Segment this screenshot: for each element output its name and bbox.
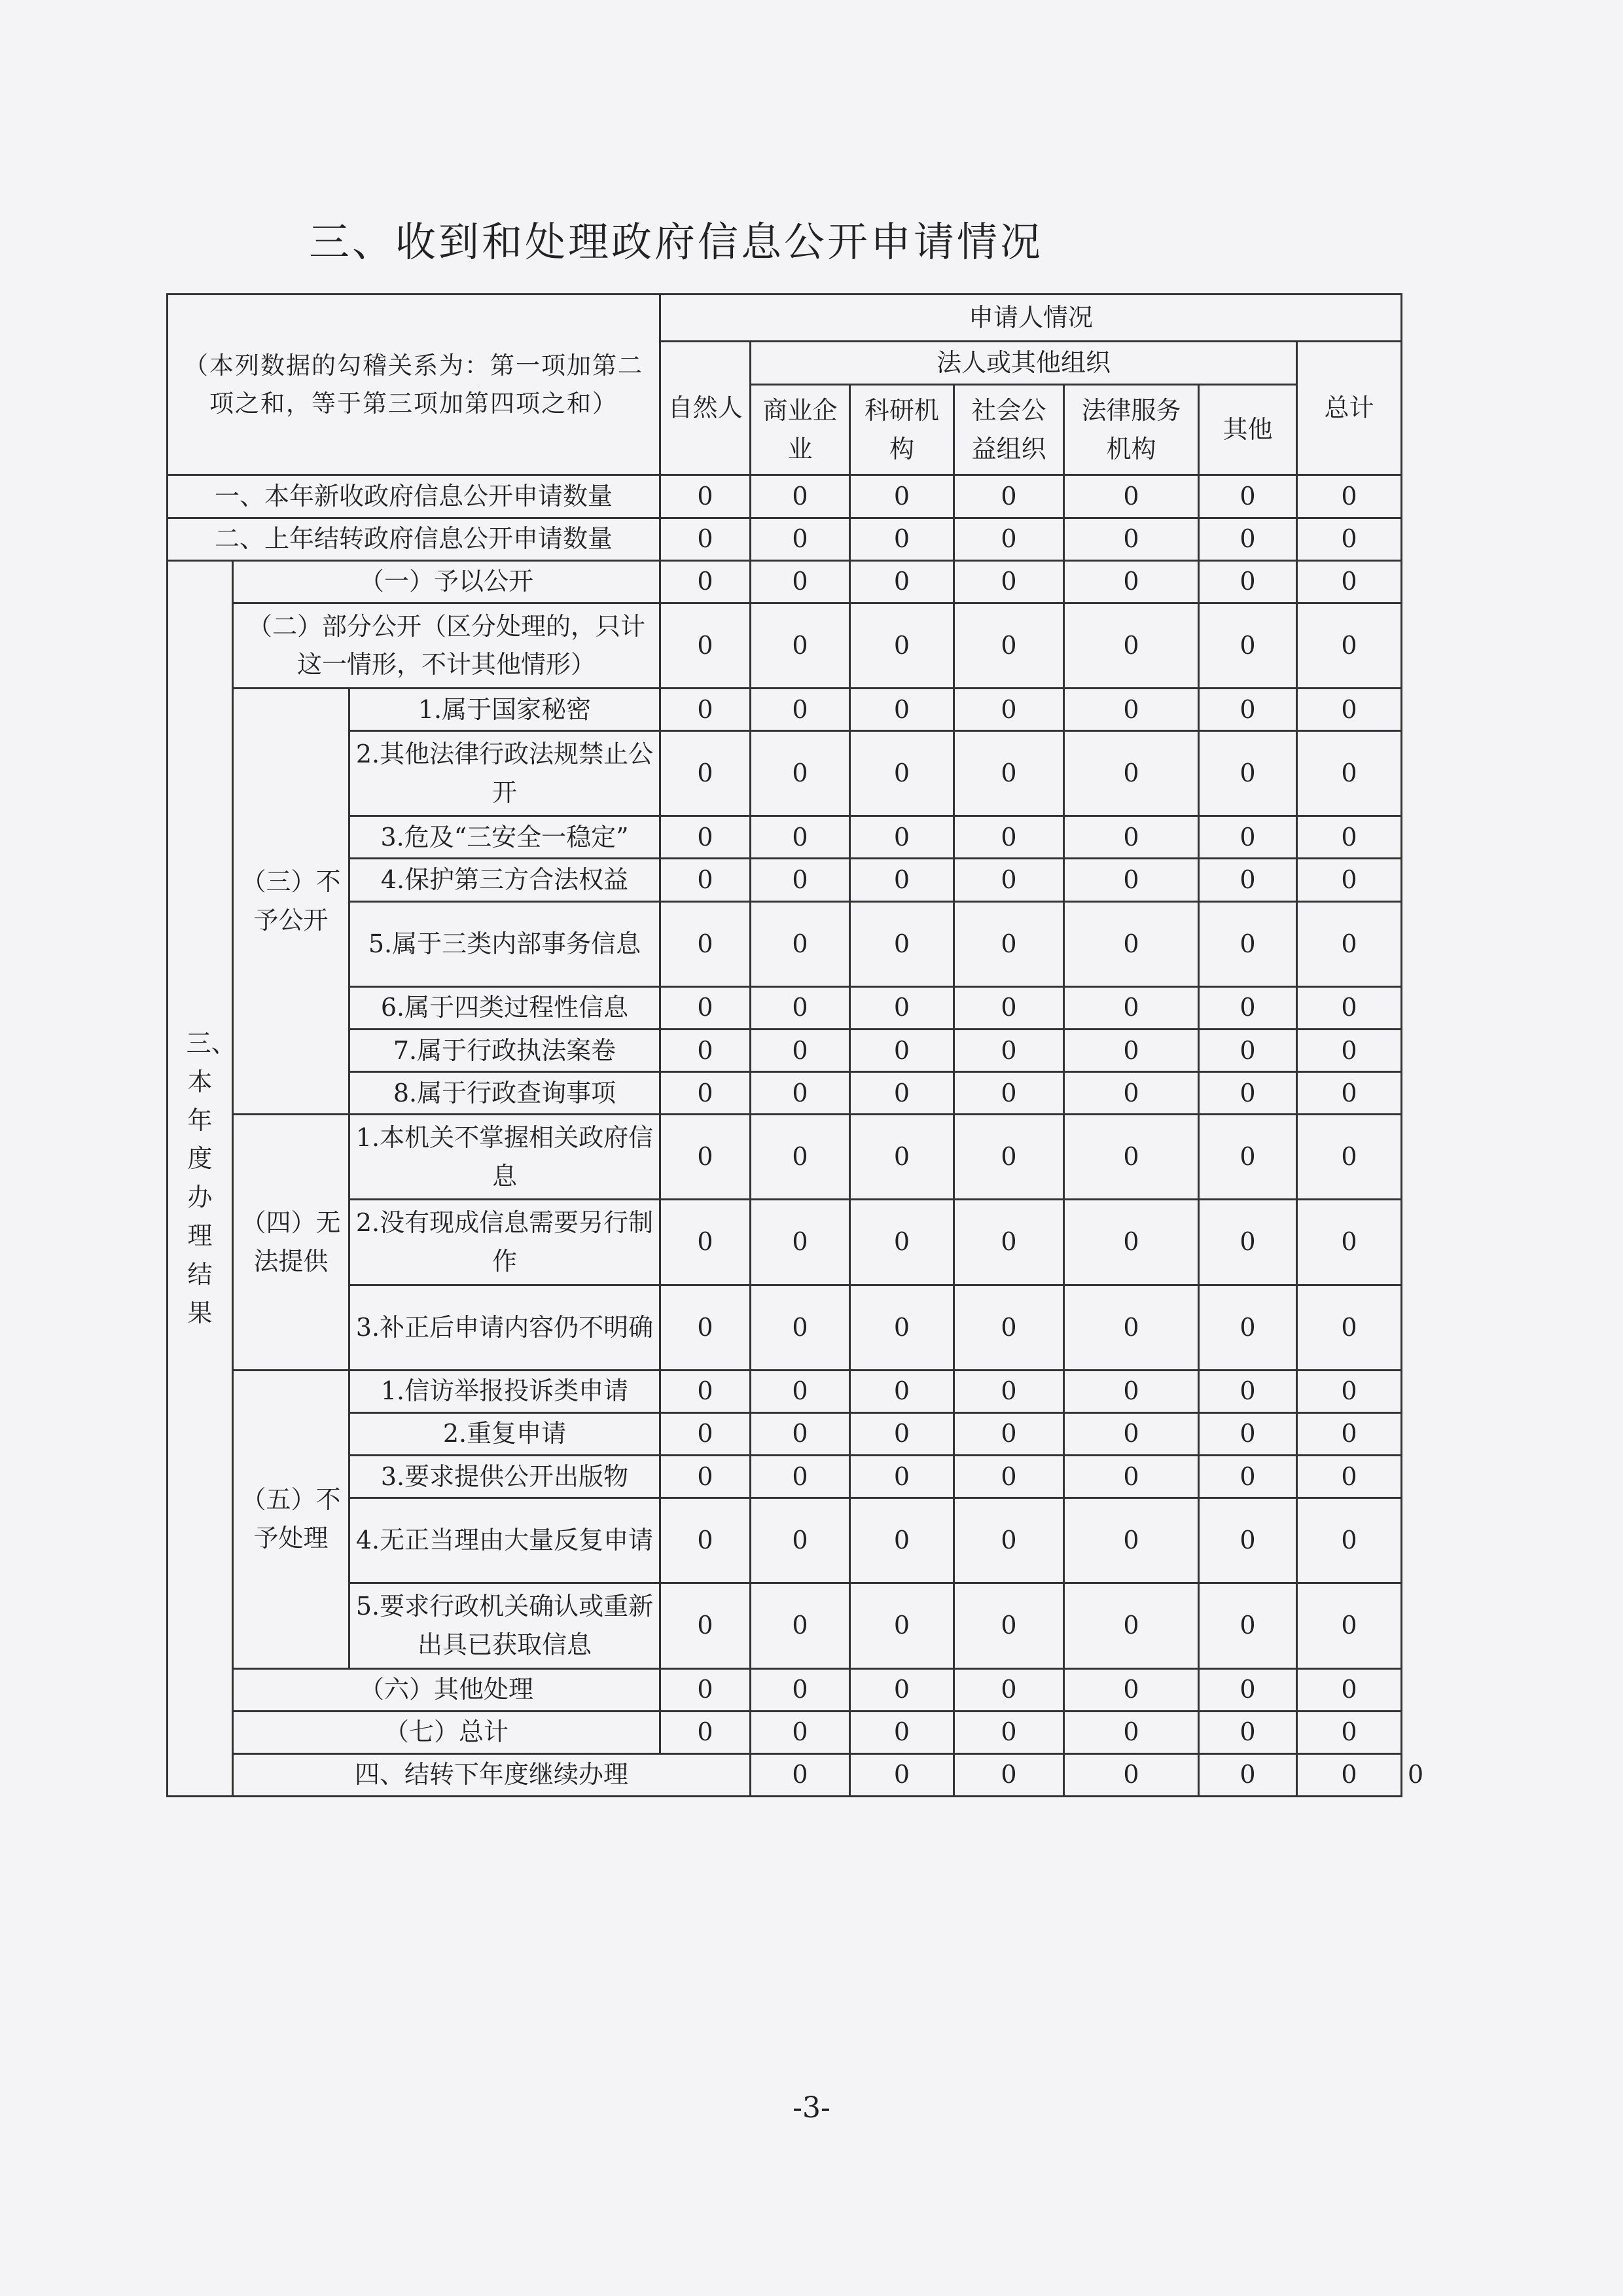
research-value: 0 (850, 1583, 954, 1668)
table-row (168, 1115, 1402, 1200)
other-value: 0 (1199, 1412, 1297, 1455)
natural-person-value: 0 (660, 1115, 751, 1200)
research-value: 0 (850, 560, 954, 603)
row-label: （二）部分公开（区分处理的，只计这一情形，不计其他情形） (233, 603, 660, 688)
commercial-value: 0 (850, 1753, 954, 1796)
total-value: 0 (1297, 560, 1402, 603)
commercial-value: 0 (751, 1285, 850, 1370)
other-value: 0 (1199, 816, 1297, 859)
public-welfare-value: 0 (1064, 1753, 1199, 1796)
table-row (168, 731, 1402, 816)
public-welfare-value: 0 (954, 901, 1064, 986)
row-label: 2.重复申请 (349, 1412, 660, 1455)
legal-service-value: 0 (1064, 1668, 1199, 1711)
natural-person-value: 0 (660, 816, 751, 859)
public-welfare-value: 0 (954, 1583, 1064, 1668)
commercial-value: 0 (751, 859, 850, 901)
table-row (168, 1583, 1402, 1668)
total-value: 0 (1297, 731, 1402, 816)
legal-service-value: 0 (1064, 901, 1199, 986)
legal-person-group-header: 法人或其他组织 (751, 342, 1297, 385)
row-label: （六）其他处理 (233, 1668, 660, 1711)
row-label: （七）总计 (233, 1711, 660, 1753)
other-value: 0 (1199, 1029, 1297, 1071)
natural-person-value: 0 (660, 475, 751, 518)
table-row (168, 816, 1402, 859)
research-value: 0 (850, 689, 954, 731)
row-label: 6.属于四类过程性信息 (349, 986, 660, 1029)
total-value: 0 (1297, 901, 1402, 986)
table-row (168, 689, 1402, 731)
other-value: 0 (1199, 1072, 1297, 1115)
disclosure-statistics-table (166, 293, 1424, 1797)
natural-person-value: 0 (660, 731, 751, 816)
total-value: 0 (1297, 986, 1402, 1029)
applicant-situation-header: 申请人情况 (660, 295, 1402, 342)
commercial-value: 0 (751, 1711, 850, 1753)
table-row (168, 1412, 1402, 1455)
legal-service-value: 0 (1064, 1072, 1199, 1115)
table-row (168, 1668, 1402, 1711)
other-value: 0 (1199, 1370, 1297, 1412)
table-row (168, 1370, 1402, 1412)
legal-service-value: 0 (1064, 1370, 1199, 1412)
commercial-value: 0 (751, 986, 850, 1029)
legal-service-value: 0 (1064, 1200, 1199, 1285)
total-value: 0 (1297, 1498, 1402, 1583)
row-label: 2.其他法律行政法规禁止公开 (349, 731, 660, 816)
public-welfare-value: 0 (954, 603, 1064, 688)
research-value: 0 (850, 1455, 954, 1498)
natural-person-value: 0 (660, 1370, 751, 1412)
total-value: 0 (1297, 1029, 1402, 1071)
natural-person-value: 0 (660, 603, 751, 688)
table-row: 四、结转下年度继续办理 0 0 0 0 0 0 0 (168, 1753, 1402, 1796)
section-3-label: 三、本年度办理结果 (168, 560, 233, 1796)
row-label: 4.保护第三方合法权益 (349, 859, 660, 901)
legal-service-value: 0 (1064, 816, 1199, 859)
total-value: 0 (1297, 816, 1402, 859)
commercial-value: 0 (751, 1498, 850, 1583)
research-value: 0 (850, 901, 954, 986)
commercial-value: 0 (751, 1200, 850, 1285)
row-label: 1.属于国家秘密 (349, 689, 660, 731)
row-label: 3.要求提供公开出版物 (349, 1455, 660, 1498)
other-value: 0 (1199, 603, 1297, 688)
other-value: 0 (1199, 1583, 1297, 1668)
table-row (168, 859, 1402, 901)
total-value: 0 (1297, 475, 1402, 518)
legal-service-value: 0 (1064, 1285, 1199, 1370)
natural-person-value: 0 (660, 560, 751, 603)
natural-person-value: 0 (660, 518, 751, 560)
research-value: 0 (850, 603, 954, 688)
commercial-value: 0 (751, 731, 850, 816)
research-value: 0 (850, 1711, 954, 1753)
legal-service-value: 0 (1064, 859, 1199, 901)
other-value: 0 (1199, 1498, 1297, 1583)
public-welfare-value: 0 (954, 1115, 1064, 1200)
natural-person-value: 0 (660, 1668, 751, 1711)
commercial-value: 0 (751, 560, 850, 603)
public-welfare-value: 0 (954, 1072, 1064, 1115)
public-welfare-value: 0 (954, 1200, 1064, 1285)
total-value: 0 (1297, 1115, 1402, 1200)
legal-service-value: 0 (1064, 1455, 1199, 1498)
commercial-value: 0 (751, 1583, 850, 1668)
public-welfare-value: 0 (954, 859, 1064, 901)
other-value: 0 (1199, 560, 1297, 603)
natural-person-value: 0 (660, 1498, 751, 1583)
group-5-label: （五）不予处理 (233, 1370, 349, 1668)
table-row (168, 518, 1402, 560)
commercial-value: 0 (751, 1115, 850, 1200)
commercial-value: 0 (751, 1668, 850, 1711)
legal-service-value: 0 (1064, 1583, 1199, 1668)
commercial-value: 0 (751, 518, 850, 560)
total-value: 0 (1297, 1711, 1402, 1753)
legal-service-value: 0 (1064, 1498, 1199, 1583)
natural-person-value: 0 (660, 1029, 751, 1071)
public-welfare-value: 0 (954, 816, 1064, 859)
total-value: 0 (1297, 1285, 1402, 1370)
row-label: 5.要求行政机关确认或重新出具已获取信息 (349, 1583, 660, 1668)
row-label: 2.没有现成信息需要另行制作 (349, 1200, 660, 1285)
other-value: 0 (1199, 1455, 1297, 1498)
public-welfare-value: 0 (954, 689, 1064, 731)
natural-person-value: 0 (660, 1072, 751, 1115)
commercial-value: 0 (751, 475, 850, 518)
public-welfare-value: 0 (954, 1370, 1064, 1412)
public-welfare-value: 0 (954, 475, 1064, 518)
natural-person-value: 0 (660, 986, 751, 1029)
natural-person-value: 0 (660, 859, 751, 901)
table-row (168, 986, 1402, 1029)
commercial-value: 0 (751, 1029, 850, 1071)
legal-service-value: 0 (1064, 518, 1199, 560)
natural-person-value: 0 (660, 1285, 751, 1370)
table-row (168, 560, 1402, 603)
total-value: 0 (1297, 1455, 1402, 1498)
table-row (168, 1711, 1402, 1753)
research-value: 0 (850, 731, 954, 816)
commercial-value: 0 (751, 1072, 850, 1115)
row-label: 8.属于行政查询事项 (349, 1072, 660, 1115)
total-value: 0 (1297, 1370, 1402, 1412)
public-welfare-value: 0 (954, 1455, 1064, 1498)
row-label: 5.属于三类内部事务信息 (349, 901, 660, 986)
research-value: 0 (850, 1498, 954, 1583)
row-label: 四、结转下年度继续办理 (233, 1753, 751, 1796)
research-value: 0 (850, 475, 954, 518)
natural-person-value: 0 (660, 1455, 751, 1498)
other-value: 0 (1199, 859, 1297, 901)
other-value: 0 (1199, 901, 1297, 986)
commercial-value: 0 (751, 816, 850, 859)
research-value: 0 (850, 518, 954, 560)
natural-person-value: 0 (660, 1583, 751, 1668)
table-row (168, 1455, 1402, 1498)
legal-service-header: 法律服务机构 (1064, 385, 1199, 475)
research-value: 0 (850, 1412, 954, 1455)
commercial-value: 0 (751, 1370, 850, 1412)
total-value: 0 (1297, 689, 1402, 731)
total-header: 总计 (1297, 342, 1402, 475)
legal-service-value: 0 (1064, 1029, 1199, 1071)
total-value: 0 (1297, 1583, 1402, 1668)
public-welfare-value: 0 (954, 1668, 1064, 1711)
public-welfare-value: 0 (954, 1412, 1064, 1455)
natural-person-value: 0 (660, 1711, 751, 1753)
legal-service-value: 0 (1064, 475, 1199, 518)
research-value: 0 (850, 986, 954, 1029)
research-value: 0 (850, 1029, 954, 1071)
public-welfare-value: 0 (954, 1498, 1064, 1583)
public-welfare-value: 0 (954, 1285, 1064, 1370)
total-value: 0 (1297, 518, 1402, 560)
natural-person-header: 自然人 (660, 342, 751, 475)
commercial-value: 0 (751, 901, 850, 986)
total-value: 0 (1297, 859, 1402, 901)
table-row (168, 1200, 1402, 1285)
other-value: 0 (1199, 1115, 1297, 1200)
total-value: 0 (1297, 1412, 1402, 1455)
row-label: 7.属于行政执法案卷 (349, 1029, 660, 1071)
row-label: 一、本年新收政府信息公开申请数量 (168, 475, 660, 518)
research-value: 0 (850, 1072, 954, 1115)
page-title: 三、收到和处理政府信息公开申请情况 (309, 218, 1044, 266)
public-welfare-value: 0 (954, 518, 1064, 560)
legal-service-value: 0 (1064, 603, 1199, 688)
public-welfare-value: 0 (954, 1711, 1064, 1753)
other-value: 0 (1199, 1285, 1297, 1370)
commercial-value: 0 (751, 689, 850, 731)
other-value: 0 (1199, 518, 1297, 560)
table-row (168, 1285, 1402, 1370)
legal-service-value: 0 (1064, 731, 1199, 816)
public-welfare-value: 0 (954, 1029, 1064, 1071)
legal-service-value: 0 (1199, 1753, 1297, 1796)
legal-service-value: 0 (1064, 1115, 1199, 1200)
public-welfare-value: 0 (954, 731, 1064, 816)
total-value: 0 (1297, 1668, 1402, 1711)
commercial-value: 0 (751, 1455, 850, 1498)
research-value: 0 (850, 816, 954, 859)
commercial-value: 0 (751, 603, 850, 688)
group-4-label: （四）无法提供 (233, 1115, 349, 1371)
natural-person-value: 0 (660, 901, 751, 986)
commercial-header: 商业企业 (751, 385, 850, 475)
public-welfare-header: 社会公益组织 (954, 385, 1064, 475)
other-value: 0 (1297, 1753, 1402, 1796)
other-value: 0 (1199, 689, 1297, 731)
other-value: 0 (1199, 986, 1297, 1029)
group-3-label: （三）不予公开 (233, 689, 349, 1115)
other-value: 0 (1199, 1711, 1297, 1753)
natural-person-value: 0 (660, 1200, 751, 1285)
research-value: 0 (850, 1668, 954, 1711)
header-row-1 (168, 295, 1402, 342)
table-row (168, 475, 1402, 518)
row-label: （一）予以公开 (233, 560, 660, 603)
public-welfare-value: 0 (954, 560, 1064, 603)
legal-service-value: 0 (1064, 689, 1199, 731)
research-value: 0 (850, 859, 954, 901)
other-value: 0 (1199, 1200, 1297, 1285)
research-value: 0 (850, 1115, 954, 1200)
commercial-value: 0 (751, 1412, 850, 1455)
total-value: 0 (1297, 1072, 1402, 1115)
row-label: 1.本机关不掌握相关政府信息 (349, 1115, 660, 1200)
total-value: 0 (1297, 1200, 1402, 1285)
other-header: 其他 (1199, 385, 1297, 475)
row-label: 4.无正当理由大量反复申请 (349, 1498, 660, 1583)
table-row (168, 901, 1402, 986)
row-label: 二、上年结转政府信息公开申请数量 (168, 518, 660, 560)
legal-service-value: 0 (1064, 1412, 1199, 1455)
legal-service-value: 0 (1064, 560, 1199, 603)
natural-person-value: 0 (751, 1753, 850, 1796)
other-value: 0 (1199, 475, 1297, 518)
legal-service-value: 0 (1064, 1711, 1199, 1753)
row-label: 3.补正后申请内容仍不明确 (349, 1285, 660, 1370)
other-value: 0 (1199, 731, 1297, 816)
research-value: 0 (850, 1200, 954, 1285)
other-value: 0 (1199, 1668, 1297, 1711)
research-value: 0 (850, 1285, 954, 1370)
research-value: 0 (850, 1370, 954, 1412)
table-row (168, 1029, 1402, 1071)
legal-service-value: 0 (1064, 986, 1199, 1029)
table-row (168, 603, 1402, 688)
row-label: 3.危及“三安全一稳定” (349, 816, 660, 859)
natural-person-value: 0 (660, 689, 751, 731)
research-value: 0 (954, 1753, 1064, 1796)
natural-person-value: 0 (660, 1412, 751, 1455)
relation-note: （本列数据的勾稽关系为：第一项加第二项之和，等于第三项加第四项之和） (168, 295, 660, 475)
public-welfare-value: 0 (954, 986, 1064, 1029)
row-label: 1.信访举报投诉类申请 (349, 1370, 660, 1412)
research-header: 科研机构 (850, 385, 954, 475)
total-value: 0 (1297, 603, 1402, 688)
page-number: -3- (793, 2091, 830, 2125)
table-row (168, 1072, 1402, 1115)
table-row (168, 1498, 1402, 1583)
